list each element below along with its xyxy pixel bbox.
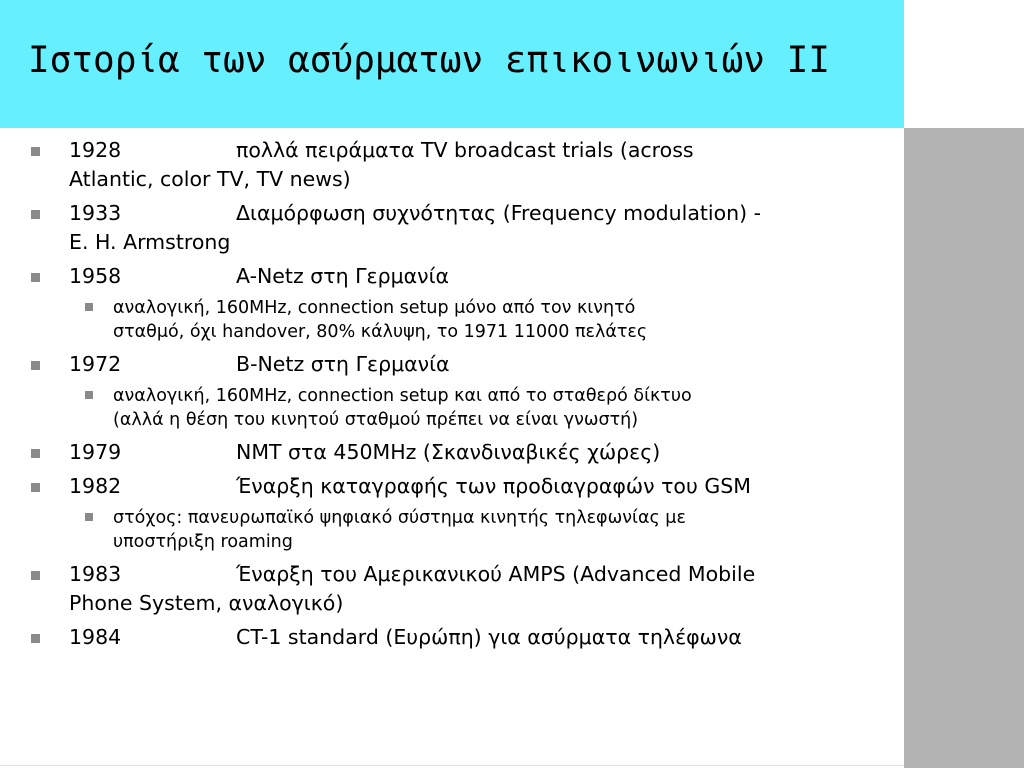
list-item [0,623,1024,652]
slide-title: Ιστορία των ασύρματων επικοινωνιών ΙΙ [28,40,830,81]
item-line-1 [69,472,1024,501]
item-line-2: Atlantic, color TV, TV news) [69,167,351,191]
item-line-2: E. H. Armstrong [69,230,231,254]
list-item [0,472,1024,501]
item-year: 1933 [69,201,122,225]
list-item [0,438,1024,467]
square-bullet-icon [31,210,40,219]
item-text: πολλά πειράματα TV broadcast trials (across [236,138,694,162]
item-line-1 [113,296,1024,320]
item-line-1 [113,506,1024,530]
list-item [0,262,1024,291]
item-text: Διαμόρφωση συχνότητας (Frequency modulation) - [236,201,762,225]
item-line-1 [69,136,1024,165]
item-text: B-Netz στη Γερμανία [236,352,450,376]
square-bullet-icon [85,391,93,399]
list-item [0,199,1024,257]
bottom-divider [0,765,904,766]
sub-list-item [0,296,1024,344]
item-line-1 [69,199,1024,228]
item-text: CT-1 standard (Ευρώπη) για ασύρματα τηλέφωνα [236,625,742,649]
item-line-2: (αλλά η θέση του κινητού σταθμού πρέπει να είναι γνωστή) [113,410,639,430]
square-bullet-icon [31,571,40,580]
title-band [0,0,904,128]
item-text: στόχος: πανευρωπαϊκό ψηφιακό σύστημα κινητής τηλεφωνίας με [113,508,686,528]
item-year: 1982 [69,474,122,498]
square-bullet-icon [31,483,40,492]
item-text: αναλογική, 160MHz, connection setup και από το σταθερό δίκτυο [113,386,692,406]
item-year: 1972 [69,352,122,376]
item-text: Έναρξη του Αμερικανικού AMPS (Advanced Mobile [236,562,756,586]
square-bullet-icon [85,303,93,311]
item-line-1 [69,438,1024,467]
item-year: 1928 [69,138,122,162]
square-bullet-icon [31,361,40,370]
item-line-1 [113,384,1024,408]
list-item [0,350,1024,379]
list-item [0,136,1024,194]
square-bullet-icon [31,634,40,643]
item-year: 1984 [69,625,122,649]
bullet-list [0,136,1024,756]
item-line-2: υποστήριξη roaming [113,532,293,552]
item-year: 1979 [69,440,122,464]
sub-list-item [0,384,1024,432]
square-bullet-icon [31,449,40,458]
item-line-2: σταθμό, όχι handover, 80% κάλυψη, το 1971 11000 πελάτες [113,322,648,342]
item-line-1 [69,623,1024,652]
item-line-1 [69,350,1024,379]
square-bullet-icon [31,147,40,156]
sub-list-item [0,506,1024,554]
item-year: 1958 [69,264,122,288]
list-item [0,560,1024,618]
square-bullet-icon [85,513,93,521]
item-text: NMT στα 450MHz (Σκανδιναβικές χώρες) [236,440,661,464]
item-line-1 [69,560,1024,589]
item-text: Έναρξη καταγραφής των προδιαγραφών του GSM [236,474,751,498]
item-line-2: Phone System, αναλογικό) [69,591,344,615]
item-text: αναλογική, 160MHz, connection setup μόνο από τον κινητό [113,298,636,318]
item-year: 1983 [69,562,122,586]
item-text: A-Netz στη Γερμανία [236,264,450,288]
item-line-1 [69,262,1024,291]
square-bullet-icon [31,273,40,282]
